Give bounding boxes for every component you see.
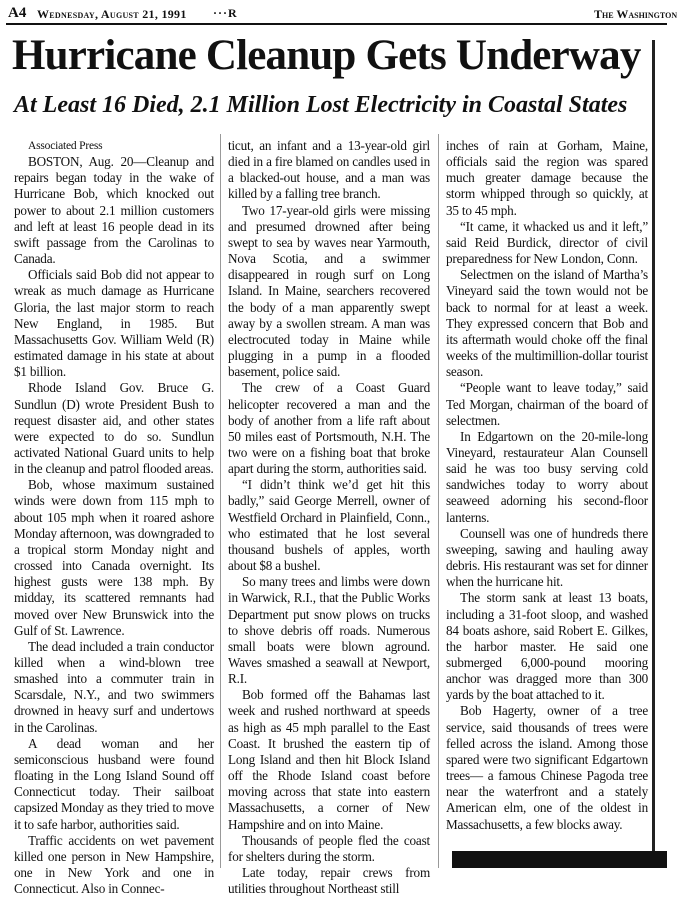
paragraph: Late today, repair crews from utilities throughout Northeast still xyxy=(228,865,430,897)
paragraph: inches of rain at Gorham, Maine, officials said the region was spared much greater damage because the storm whipped through so quickly, at 35 to 45 mph. xyxy=(446,138,648,218)
paragraph: Counsell was one of hundreds there sweeping, sawing and hauling away debris. His restaurant was set for dinner when the hurricane hit. xyxy=(446,525,648,590)
paragraph: Bob, whose maximum sustained winds were down from 115 mph to about 105 mph when it roared ashore Monday afternoon, was downgraded to a tropical storm Monday night and crossed into Canada overnight. Its highest gusts were 138 mph. By midday, its scattered remnants had moved over New Brunswick into the Gulf of St. Lawrence. xyxy=(14,477,214,638)
paragraph: So many trees and limbs were down in Warwick, R.I., that the Public Works Department put snow plows on trucks to shove debris off roads. Numerous small boats were blown aground. Waves smashed a seawall at Newport, R.I. xyxy=(228,574,430,687)
paragraph: “It came, it whacked us and it left,” said Reid Burdick, director of civil preparedness for New London, Conn. xyxy=(446,218,648,267)
subheadline: At Least 16 Died, 2.1 Million Lost Electricity in Coastal States xyxy=(14,92,628,118)
paragraph: Officials said Bob did not appear to wreak as much damage as Hurricane Gloria, the last major storm to reach New England, in 1985. But Massachusetts Gov. William Weld (R) estimated damage in his state at about $1 billion. xyxy=(14,267,214,380)
paragraph: ticut, an infant and a 13-year-old girl died in a fire blamed on candles used in a blacked-out house, and a man was killed by a falling tree branch. xyxy=(228,138,430,202)
page-edge-rule xyxy=(652,40,655,868)
article-column-1 xyxy=(14,138,214,897)
paragraph: In Edgartown on the 20-mile-long Vineyard, restaurateur Alan Counsell said he was too busy serving cold sandwiches today to worry about seaweed adorning his second-floor lanterns. xyxy=(446,428,648,525)
paragraph: The dead included a train conductor killed when a wind-blown tree smashed into a commuter train in Scarsdale, N.Y., and two swimmers drowned in heavy surf and undertows in the Carolinas. xyxy=(14,638,214,735)
paragraph: Selectmen on the island of Martha’s Vineyard said the town would not be back to normal for at least a week. They expressed concern that Bob and its aftermath would choke off the final weeks of the multimillion-dollar tourist season. xyxy=(446,267,648,380)
paragraph: A dead woman and her semiconscious husband were found floating in the Long Island Sound off Connecticut today. Their sailboat capsized Monday as they tried to move it to safe harbor, authorities said. xyxy=(14,735,214,832)
article-column-2 xyxy=(228,138,430,897)
adjacent-ad-fragment xyxy=(452,851,667,868)
paragraph: Thousands of people fled the coast for shelters during the storm. xyxy=(228,832,430,864)
paragraph: BOSTON, Aug. 20—Cleanup and repairs began today in the wake of Hurricane Bob, which knocked out power to about 2.1 million customers and left at least 16 people dead in its swift passage from the Carolinas to Canada. xyxy=(14,154,214,267)
paragraph: Rhode Island Gov. Bruce G. Sundlun (D) wrote President Bush to request disaster aid, and other states were expected to do so. Sundlun activated National Guard units to help in the cleanup and patrol flooded areas. xyxy=(14,380,214,477)
paragraph: “I didn’t think we’d get hit this badly,” said George Merrell, owner of Westfield Orchard in Plainfield, Conn., who estimated that he lost several thousand bushels of apples, worth about $8 a bushel. xyxy=(228,477,430,574)
article-column-3 xyxy=(446,138,648,833)
paragraph: Bob Hagerty, owner of a tree service, said thousands of trees were felled across the island. Among those spared were two significant Edgartown trees— a famous Chinese Pagoda tree near the waterfront and a stately American elm, one of the oldest in Massachusetts, a few blocks away. xyxy=(446,703,648,832)
byline: Associated Press xyxy=(28,140,103,152)
edition-marker: ···R xyxy=(213,6,238,20)
paragraph: The storm sank at least 13 boats, including a 31-foot sloop, and washed 84 boats ashore, said Robert E. Gilkes, the harbor master. He said one submerged 6,000-pound mooring anchor was dragged more than 300 yards by the boat attached to it. xyxy=(446,590,648,703)
paragraph: Traffic accidents on wet pavement killed one person in New Hampshire, one in New York and one in Connecticut. Also in Connec- xyxy=(14,832,214,897)
paper-name: The Washington xyxy=(594,7,677,21)
paragraph: Bob formed off the Bahamas last week and rushed northward at speeds as high as 45 mph parallel to the East Coast. It brushed the eastern tip of Long Island and then hit Block Island off the Rhode Island coast before moving across that state into eastern Massachusetts, a corner of New Hampshire and on into Maine. xyxy=(228,687,430,832)
headline: Hurricane Cleanup Gets Underway xyxy=(12,32,641,79)
paragraph: Two 17-year-old girls were missing and presumed drowned after being swept to sea by waves near Yarmouth, Nova Scotia, and a swimmer disappeared in rough surf on Long Island. In Maine, searchers recovered the body of a man apparently swept away by a swollen stream. A man was electrocuted today in Maine while plugging in a pump in a flooded basement, police said. xyxy=(228,202,430,380)
column-rule xyxy=(220,134,221,868)
issue-date: Wednesday, August 21, 1991 xyxy=(37,7,187,21)
page-folio xyxy=(6,3,677,25)
column-rule xyxy=(438,134,439,868)
paragraph: “People want to leave today,” said Ted Morgan, chairman of the board of selectmen. xyxy=(446,380,648,428)
page-number: A4 xyxy=(8,5,27,21)
paragraph: The crew of a Coast Guard helicopter recovered a man and the body of another from a life raft about 50 miles east of Portsmouth, N.H. The two were on a fishing boat that broke apart during the storm, authorities said. xyxy=(228,380,430,477)
